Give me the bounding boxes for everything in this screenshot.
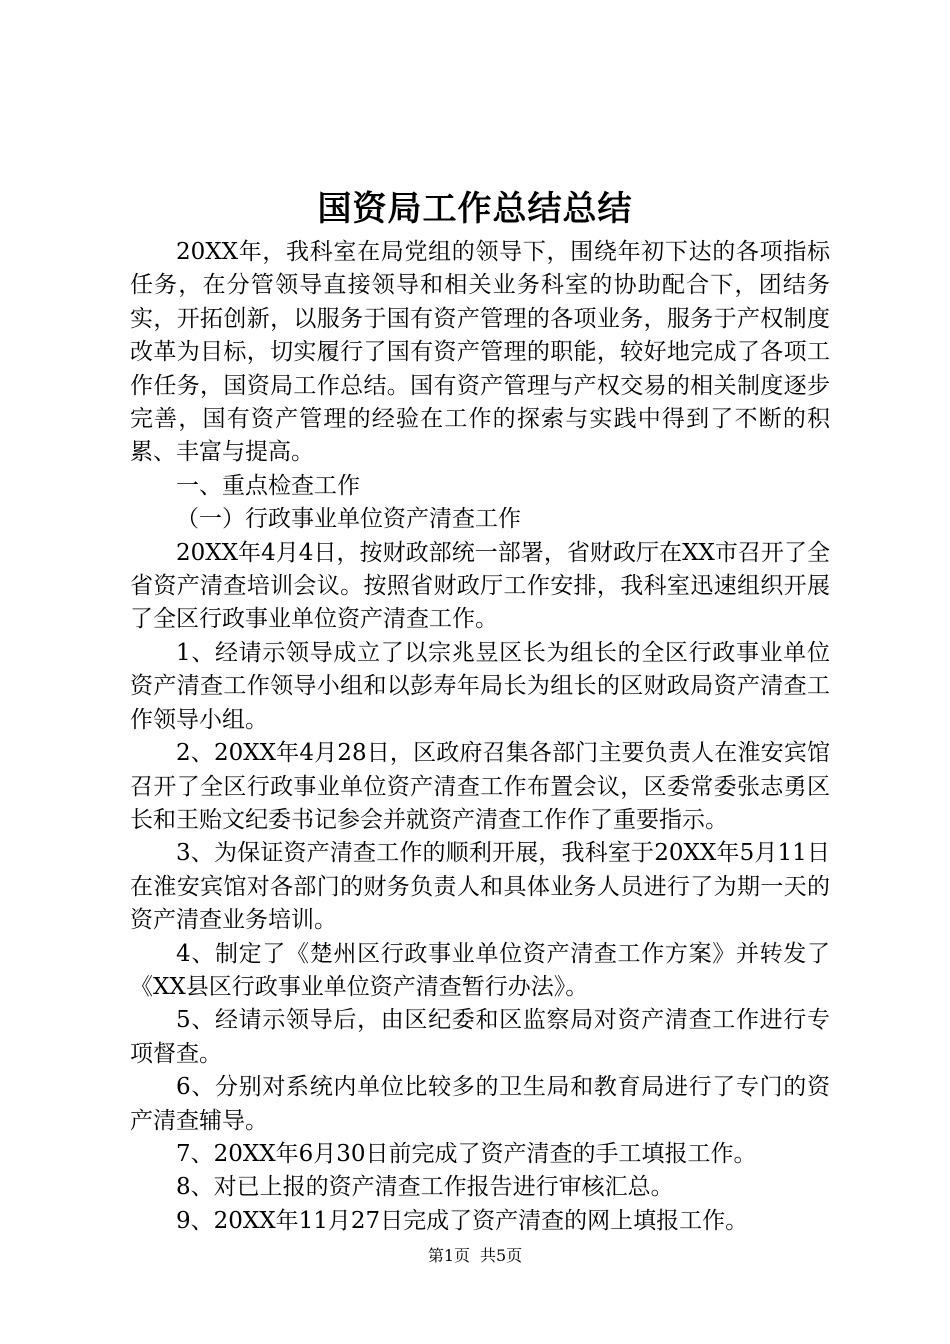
intro-paragraph: 20XX年，我科室在局党组的领导下，围绕年初下达的各项指标任务，在分管领导直接领导和相关业务科室的协助配合下，团结务实，开拓创新，以服务于国有资产管理的各项业务，服务于产权制度改革为目标，切实履行了国有资产管理的职能，较好地完成了各项工作任务，国资局工作总结。国有资产管理与产权交易的相关制度逐步完善，国有资产管理的经验在工作的探索与实践中得到了不断的积累、丰富与提高。 xyxy=(130,239,830,466)
list-item-9: 9、20XX年11月27日完成了资产清查的网上填报工作。 xyxy=(176,1207,749,1234)
page-total: 共5页 xyxy=(480,1246,523,1265)
list-item-8: 8、对已上报的资产清查工作报告进行审核汇总。 xyxy=(176,1174,674,1201)
page-number: 第1页 xyxy=(427,1246,470,1265)
document-body xyxy=(130,236,830,1238)
paragraph-asset-meeting: 20XX年4月4日，按财政部统一部署，省财政厅在XX市召开了全省资产清查培训会议。按照省财政厅工作安排，我科室迅速组织开展了全区行政事业单位资产清查工作。 xyxy=(130,539,830,633)
list-item-3: 3、为保证资产清查工作的顺利开展，我科室于20XX年5月11日在淮安宾馆对各部门的财务负责人和具体业务人员进行了为期一天的资产清查业务培训。 xyxy=(130,840,830,934)
page-footer xyxy=(0,1246,950,1266)
list-item-5: 5、经请示领导后，由区纪委和区监察局对资产清查工作进行专项督查。 xyxy=(130,1007,830,1067)
list-item-6: 6、分别对系统内单位比较多的卫生局和教育局进行了专门的资产清查辅导。 xyxy=(130,1074,830,1134)
subsection-heading-1: （一）行政事业单位资产清查工作 xyxy=(176,506,521,533)
document-title: 国资局工作总结总结 xyxy=(317,189,633,229)
list-item-1: 1、经请示领导成立了以宗兆昱区长为组长的全区行政事业单位资产清查工作领导小组和以彭寿年局长为组长的区财政局资产清查工作领导小组。 xyxy=(130,639,830,733)
list-item-2: 2、20XX年4月28日，区政府召集各部门主要负责人在淮安宾馆召开了全区行政事业单位资产清查工作布置会议，区委常委张志勇区长和王贻文纪委书记参会并就资产清查工作作了重要指示。 xyxy=(130,740,830,833)
section-heading-1: 一、重点检查工作 xyxy=(176,472,360,499)
list-item-4: 4、制定了《楚州区行政事业单位资产清查工作方案》并转发了《XX县区行政事业单位资产清查暂行办法》。 xyxy=(130,940,830,1000)
list-item-7: 7、20XX年6月30日前完成了资产清查的手工填报工作。 xyxy=(176,1140,757,1167)
